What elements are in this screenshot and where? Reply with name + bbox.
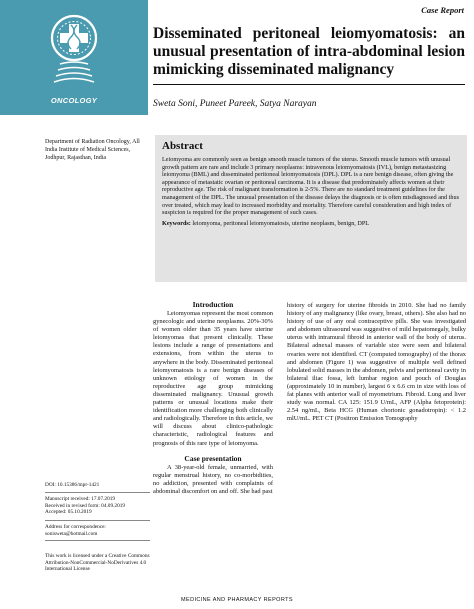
introduction-heading: Introduction [192,300,234,309]
doi[interactable]: DOI: 10.15386/mpr-1421 [45,482,100,488]
article-type: Case Report [421,5,464,15]
logo-text: ONCOLOGY [50,96,98,105]
meta-divider [45,520,150,521]
date-revised: Received in revised form: 04.09.2019 [45,502,126,509]
meta-divider [45,540,150,541]
introduction-text: Leiomyomas represent the most common gynecologic and uterine neoplasms. 20%-30% of women older than 35 years have uterine leiomyomas that present clinically. These lesions include a range of presentations and extensions, from within the uterus to anywhere in the body. Disseminated peritoneal leiomyomatosis is a rare benign diseases of unknown etiology of women in the reproductive age group mimicking disseminated malignancy. Unusual growth patterns or unusual locations make their identification more challenging both clinically and radiologically. Therefore in this article, we will discuss about clinico-pathologic characteristic, radiological features and prognosis of this rare type of leiomyoma. [153,310,273,447]
meta-divider [45,492,150,493]
journal-logo [0,0,148,115]
right-column [287,302,466,423]
abstract-text: Leiomyoma are commonly seen as benign smooth muscle tumors of the uterus. Smooth muscle tumors with unusual growth pattern are rare and include 3 primary neoplasms: intravenous leiomyomatosis (IVL), benign metastasizing leiomyoma (BML) and disseminated peritoneal leiomyomatosis (DPL). DPL is a rare benign disease, often giving the appearance of metastatic ovarian or peritoneal carcinoma. It is a disease that predominately affects women at their reproductive age. The risk of malignant transformation is 2-5%. There are no standard treatment guidelines for the management of the DPL. The unusual presentation of the disease delays the diagnosis or is often misdiagnosed and thus over treated, which may lead to increased morbidity and mortality. Therefore careful consideration and high index of suspicion is required for the proper management of such cases. [162,156,459,217]
correspondence-label: Address for correspondence: [45,524,106,530]
keywords [162,220,459,228]
journal-footer: MEDICINE AND PHARMACY REPORTS [181,597,293,603]
dates [45,496,150,516]
abstract-heading: Abstract [162,140,203,152]
dna-medical-cross-icon [50,14,98,92]
date-accepted: Accepted: 05.10.2019 [45,509,92,516]
correspondence-email[interactable]: sonisweta@hotmail.com [45,530,98,537]
left-column [153,300,273,496]
case-presentation-text: A 38-year-old female, unmarried, with regular menstrual history, no co-morbidities, no addiction, presented with complaints of abdominal discomfort on and off. She had past [153,463,273,495]
title-divider [153,84,465,85]
correspondence [45,524,150,537]
keywords-list: leiomyoma, peritoneal leiomyomatosis, uterine neoplasm, benign, DPL [192,219,370,227]
article-title: Disseminated peritoneal leiomyomatosis: an unusual presentation of intra-abdominal lesion mimicking disseminated malignancy [153,25,465,78]
authors: Sweta Soni, Puneet Pareek, Satya Narayan [153,99,317,109]
license-note[interactable]: This work is licensed under a Creative Commons Attribution-NonCommercial-NoDerivatives 4.0 International License [45,553,150,573]
keywords-label: Keywords: [162,219,191,227]
affiliation: Department of Radiation Oncology, All India Institute of Medical Sciences, Jodhpur, Rajasthan, India [45,139,140,161]
case-presentation-heading: Case presentation [184,453,242,463]
abstract-box [155,135,467,282]
date-received: Manuscript received: 17.07.2019 [45,496,116,502]
case-continued-text: history of surgery for uterine fibroids in 2010. She had no family history of any malignancy (like ovary, breast, others). She also had no history of use of any oral contraceptive pills. She was investigated and abdomen ultrasound was suggestive of mild hepatomegaly, bulky uterus with intramural fibroid in anterior wall of the body of uterus. Bilateral adnexal masses of variable size were seen and bilateral ovaries were not identified. CT (computed tomography) of the thorax and abdomen (Figure 1) was suggestive of multiple well defined lobulated solid masses in the abdomen, pelvis and peritoneal cavity in bilateral iliac fossa, left lumbar region and pouch of Douglas (approximately 10 in number), largest 6 x 6.6 cm in size with loss of fat planes with anterior wall of myometrium. Fibroid. Lung and liver study was normal. CA 125: 151.9 U/mL, AFP (Alpha fetoprotein): 2.54 ng/mL, Beta HCG (Human chorionic gonadotropin): < 1.2 mlU/mL. PET CT (Positron Emission Tomography [287,302,466,423]
